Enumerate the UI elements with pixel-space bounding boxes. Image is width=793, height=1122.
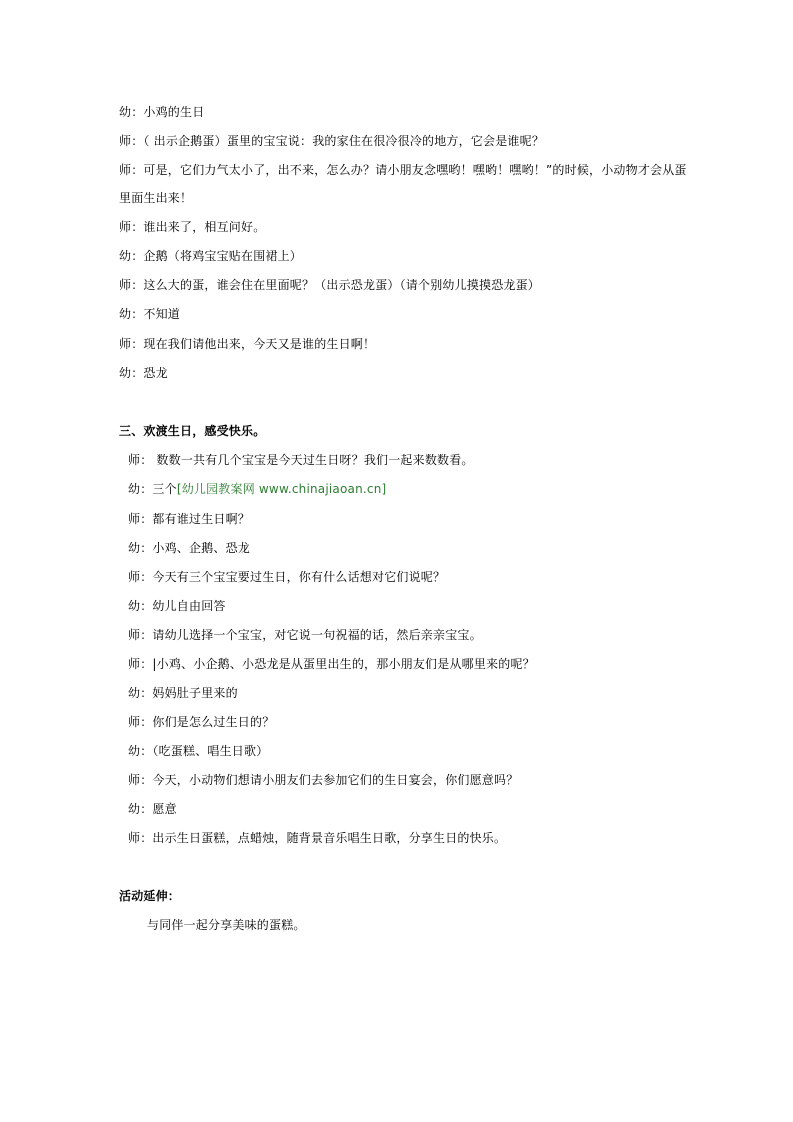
dialogue-line: 师： 数数一共有几个宝宝是今天过生日呀？我们一起来数数看。	[128, 453, 474, 467]
dialogue-line: 师：（ 出示企鹅蛋）蛋里的宝宝说：我的家住在很冷很冷的地方，它会是谁呢？	[119, 134, 545, 148]
dialogue-line: 幼：小鸡的生日	[119, 105, 205, 119]
dialogue-line: 师：谁出来了，相互问好。	[119, 220, 266, 234]
dialogue-line: 师：都有谁过生日啊？	[128, 512, 251, 526]
dialogue-line: 里面生出来！	[119, 191, 193, 205]
extension-text: 与同伴一起分享美味的蛋糕。	[147, 918, 306, 932]
dialogue-line: 幼：幼儿自由回答	[128, 599, 226, 613]
dialogue-line: 幼：不知道	[119, 307, 181, 321]
dialogue-line	[128, 481, 386, 497]
dialogue-line: 师：现在我们请他出来，今天又是谁的生日啊！	[119, 337, 376, 351]
dialogue-line: 幼：妈妈肚子里来的	[128, 686, 238, 700]
dialogue-line: 师：你们是怎么过生日的？	[128, 715, 275, 729]
dialogue-prefix: 幼：三个	[128, 482, 177, 496]
section-heading: 三、欢渡生日，感受快乐。	[119, 424, 266, 438]
dialogue-line: 师：今天，小动物们想请小朋友们去参加它们的生日宴会，你们愿意吗？	[128, 773, 519, 787]
dialogue-line: 师：请幼儿选择一个宝宝，对它说一句祝福的话，然后亲亲宝宝。	[128, 628, 482, 642]
dialogue-line: 幼：小鸡、企鹅、恐龙	[128, 541, 251, 555]
dialogue-line: 幼：恐龙	[119, 366, 168, 380]
dialogue-line: 师：今天有三个宝宝要过生日，你有什么话想对它们说呢？	[128, 570, 446, 584]
dialogue-line: 幼：（吃蛋糕、唱生日歌）	[128, 744, 269, 758]
dialogue-line: 幼：企鹅（将鸡宝宝贴在围裙上）	[119, 249, 303, 263]
dialogue-line: 师：|小鸡、小企鹅、小恐龙是从蛋里出生的，那小朋友们是从哪里来的呢？	[128, 657, 535, 671]
extension-heading: 活动延伸：	[119, 889, 181, 903]
dialogue-line: 师：出示生日蛋糕，点蜡烛，随背景音乐唱生日歌，分享生日的快乐。	[128, 831, 507, 845]
dialogue-line: 师：这么大的蛋，谁会住在里面呢？（出示恐龙蛋）（请个别幼儿摸摸恐龙蛋）	[119, 278, 541, 292]
dialogue-line: 幼：愿意	[128, 802, 177, 816]
website-link[interactable]: [幼儿园教案网 www.chinajiaoan.cn]	[176, 482, 387, 496]
dialogue-line: 师：可是，它们力气太小了，出不来，怎么办？请小朋友念嘿哟！嘿哟！嘿哟！”的时候，小动物才会从蛋	[119, 163, 687, 177]
